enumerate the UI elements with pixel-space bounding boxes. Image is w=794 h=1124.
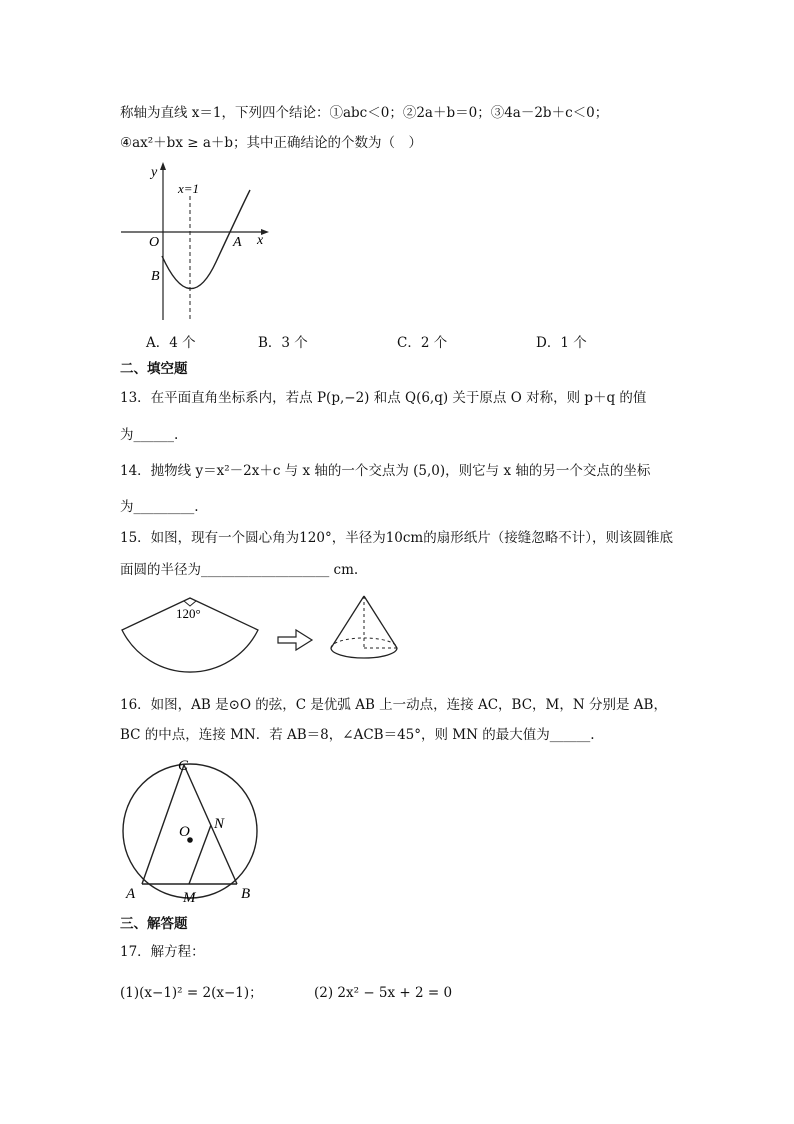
cone-base-front xyxy=(331,648,397,658)
label-b: B xyxy=(241,886,251,902)
y-axis-arrow xyxy=(160,162,166,170)
label-n: N xyxy=(214,816,225,832)
point-b-label: B xyxy=(151,269,160,284)
q14-text-line2: 为_________. xyxy=(120,499,199,515)
q12-text-line1: 称轴为直线 x＝1，下列四个结论：①abc＜0；②2a＋b＝0；③4a－2b＋c＜0； xyxy=(120,105,609,121)
label-a: A xyxy=(126,886,136,902)
q15-text-line1: 15．如图，现有一个圆心角为120°，半径为10cm的扇形纸片（接缝忽略不计），则该圆锥底 xyxy=(120,530,673,546)
q17-title: 17．解方程： xyxy=(120,944,205,960)
q13-text-line2: 为______. xyxy=(120,427,179,443)
q17-part2: (2) 2x² − 5x + 2 = 0 xyxy=(314,985,453,1001)
label-m: M xyxy=(183,890,196,906)
cone-right-edge xyxy=(364,596,397,648)
section-2-title: 二、填空题 xyxy=(120,361,188,377)
q12-parabola-graph xyxy=(115,158,275,328)
sector-angle-label: 120° xyxy=(176,606,201,621)
cone-left-edge xyxy=(331,596,364,648)
origin-label: O xyxy=(149,235,160,250)
choice-c: C．2 个 xyxy=(397,335,448,351)
q15-text-line2: 面圆的半径为___________________ cm. xyxy=(120,562,359,578)
section-3-title: 三、解答题 xyxy=(120,916,188,932)
choice-b: B．3 个 xyxy=(258,335,308,351)
choice-d: D．1 个 xyxy=(536,335,587,351)
segment-ac xyxy=(142,765,184,884)
choice-a: A．4 个 xyxy=(146,335,196,351)
circle-o xyxy=(123,764,257,898)
q16-text-line1: 16．如图，AB 是⊙O 的弦，C 是优弧 AB 上一动点，连接 AC，BC，M，N 分别是 AB， xyxy=(120,697,667,713)
q15-sector-cone-figure xyxy=(118,590,408,690)
q17-part1: (1)(x−1)² = 2(x−1)； xyxy=(120,985,263,1001)
segment-mn xyxy=(189,825,211,884)
q14-text-line1: 14．抛物线 y＝x²－2x＋c 与 x 轴的一个交点为 (5,0)，则它与 x 轴的另一个交点的坐标 xyxy=(120,463,651,479)
q12-text-line2: ④ax²＋bx ≥ a＋b；其中正确结论的个数为（ ） xyxy=(120,135,423,151)
symmetry-label: x=1 xyxy=(178,181,200,196)
x-label: x xyxy=(257,233,264,248)
label-c: C xyxy=(178,758,189,774)
y-label: y xyxy=(151,165,158,180)
q13-text-line1: 13．在平面直角坐标系内，若点 P(p,−2) 和点 Q(6,q) 关于原点 O 对称，则 p＋q 的值 xyxy=(120,390,647,406)
transform-arrow-icon xyxy=(278,630,312,650)
label-o: O xyxy=(179,824,190,840)
point-a-label: A xyxy=(233,235,242,250)
q16-circle-figure xyxy=(116,756,276,906)
segment-bc xyxy=(184,765,237,884)
q16-text-line2: BC 的中点，连接 MN．若 AB＝8，∠ACB＝45°，则 MN 的最大值为______. xyxy=(120,727,595,743)
